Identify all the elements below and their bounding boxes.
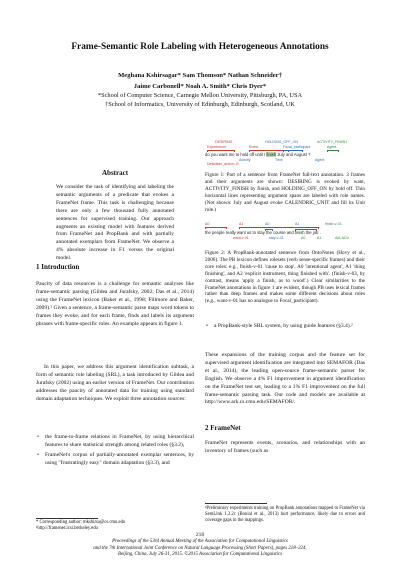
intro-paragraph-2: In this paper, we address this argument identification subtask, a form of semantic role labeling (SRL), a task introduced by Gildea and Jurafsky (2002) using an earlier version of FrameNet. Our contribution addresses the paucity of annotated data for training using standard domain adaptation techniques. We exploit three annotation sources:	[36, 364, 194, 402]
sentence-text: do you want me to hold off until I	[205, 152, 267, 157]
fig1-label: Experiencer	[207, 145, 227, 149]
fig1-label: Event	[249, 145, 259, 149]
authors-line-1: Meghana Kshirsagar* Sam Thomson* Nathan Schneider†	[118, 72, 282, 79]
fig1-label: Agent	[315, 158, 325, 162]
contribution-item: • the frame-to-frame relations in FrameNet, by using hierarchical features to share statistical strength among related roles (§3.2),	[36, 434, 194, 450]
proceedings-line-1: Proceedings of the 53rd Annual Meeting of the Association for Computational Linguistics	[112, 539, 288, 545]
predicate-finish: finish	[266, 152, 277, 157]
fig1-label: Activity	[239, 158, 251, 162]
footnotes-left	[36, 520, 194, 532]
paper-title: Frame-Semantic Role Labeling with Heterogeneous Annotations	[71, 42, 329, 52]
footnote-1: ¹http://framenet.icsi.berkeley.edu	[36, 526, 98, 532]
paragraph-4: FrameNet represents events, scenarios, and relationships with an inventory of frames (such as	[205, 440, 365, 454]
fig1-sentence	[205, 152, 310, 157]
fig2-label: A1	[295, 222, 300, 226]
fig2-label: AM-ADV	[335, 236, 349, 240]
authors-line-2: Jaime Carbonell* Noah A. Smith* Chris Dyer*	[133, 82, 267, 90]
page-footer	[0, 532, 400, 558]
fig1-label: Focal_participant	[283, 145, 311, 149]
fig2-label: finish-v-01	[325, 222, 342, 226]
figure-1-caption: Figure 1: Part of a sentence from FrameNet full-text annotation. 3 frames and their arguments are shown: DESIRING is evoked by want, ACTIVITY_FINISH by finish, and HOLDING_OFF_ON by hold off. Thin horizontal lines representing argument spans are labeled with role names. (Not shown: July and August evoke CALENDRIC_UNIT and fill its Unit role.)	[205, 172, 365, 213]
fig1-label: Desirable_action: ∅	[207, 162, 239, 166]
abstract-heading: Abstract	[102, 169, 129, 177]
figure-1	[205, 140, 365, 164]
fig1-label: HOLDING_OFF_ON	[265, 140, 298, 144]
footnote-2: ²Preliminary experiments training on PropBank annotations mapped to FrameNet via SemLink 1.2.2c (Bonial et al., 2013) hurt performance, likely due to errors and coverage gaps in the mappings.	[205, 506, 365, 524]
proceedings-line-3: Beijing, China, July 26-31, 2015. ©2015 Association for Computational Linguistics	[117, 551, 283, 557]
fig2-label: A0	[205, 222, 210, 226]
arg-span	[205, 227, 227, 229]
footnote-corresponding: * Corresponding author: mkshirsa@cs.cmu.edu	[36, 520, 126, 525]
figure-2-caption: Figure 2: A PropBank-annotated sentence from OntoNotes (Hovy et al., 2006). The PB lexicon defines rolesets (verb sense-specific frames) and their core roles: e.g., finish-v-01 'cause to stop', A0 'intentional agent', A1 'thing finishing', and A2 'explicit instrument, thing finished with'. (finish-v-03, by contrast, means 'apply a finish, as to wood'.) Clear similarities to the FrameNet annotations in figure 1 are evident, though PB uses lexical frames rather than deep frames and makes some different decisions about roles (e.g., want-v-01 has no analogue to Focal_participant).	[205, 250, 365, 305]
author-block	[0, 71, 400, 92]
fig1-label: DESIRING	[215, 140, 233, 144]
footnote-rule	[36, 518, 98, 519]
fig2-label: A0	[301, 236, 306, 240]
affiliation-block	[0, 92, 400, 109]
contribution-item: • a PropBank-style SRL system, by using guide features (§3.4).²	[205, 323, 365, 331]
fig1-label: Time	[275, 158, 283, 162]
intro-heading: 1 Introduction	[36, 263, 80, 271]
intro-paragraph-1: Paucity of data resources is a challenge for semantic analyses like frame-semantic parsing (Gildea and Jurafsky, 2002; Das et al., 2014) using the FrameNet lexicon (Baker et al., 1998; Fillmore and Baker, 2009).¹ Given a sentence, a frame-semantic parse maps word tokens to frames they evoke, and for each frame, finds and labels its argument phrases with frame-specific roles. An example appears in figure 1.	[36, 281, 194, 327]
page-number: 218	[195, 532, 205, 538]
contribution-list	[36, 434, 194, 468]
fig2-label: want-v-01	[233, 236, 249, 240]
sentence-text: July and August ?	[276, 152, 311, 157]
abstract-text: We consider the task of identifying and labeling the semantic arguments of a predicate that evokes a FrameNet frame. This task is challenging because there are only a few thousand fully annotated sentences for supervised training. Our approach augments an existing model with features derived from FrameNet and PropBank and with partially annotated exemplars from FrameNet. We observe a 4% absolute increase in F1 versus the original model.	[56, 184, 174, 262]
arg-span	[327, 150, 339, 152]
fig2-label: A1	[317, 236, 322, 240]
paragraph-3: These expansions of the training corpus and the feature set for supervised argument identification are integrated into SEMAFOR (Das et al., 2014), the leading open-source frame-semantic parser for English. We observe a 4% F1 improvement in argument identification on the FrameNet test set, leading to a 1% F1 improvement on the full frame-semantic parsing task. Our code and models are available at http://www.ark.cs.cmu.edu/SEMAFOR/.	[205, 352, 365, 406]
contribution-list-cont	[205, 323, 365, 331]
fig1-label: Agent	[327, 145, 337, 149]
contribution-item: • FrameNet's corpus of partially-annotated exemplar sentences, by using "frustratingly easy" domain adaptation (§3.3), and	[36, 452, 194, 468]
section-2-heading: 2 FrameNet	[205, 424, 241, 432]
fig2-label: A1	[239, 222, 244, 226]
fig2-sentence: the people really want us to stay the course and finish the job .	[205, 230, 321, 235]
fig2-label: A0	[265, 222, 270, 226]
figure-2	[205, 222, 365, 244]
affiliation-line-2: †School of Informatics, University of Edinburgh, Edinburgh, Scotland, UK	[105, 100, 295, 108]
proceedings-line-2: and the 7th International Joint Conference on Natural Language Processing (Short Papers), pages 218–224,	[93, 545, 307, 551]
affiliation-line-1: *School of Computer Science, Carnegie Mellon University, Pittsburgh, PA, USA	[97, 92, 303, 99]
footnote-rule-right	[205, 503, 267, 504]
fig2-label: stay-v-01	[269, 236, 284, 240]
fig1-label: ACTIVITY_FINISH	[317, 140, 347, 144]
